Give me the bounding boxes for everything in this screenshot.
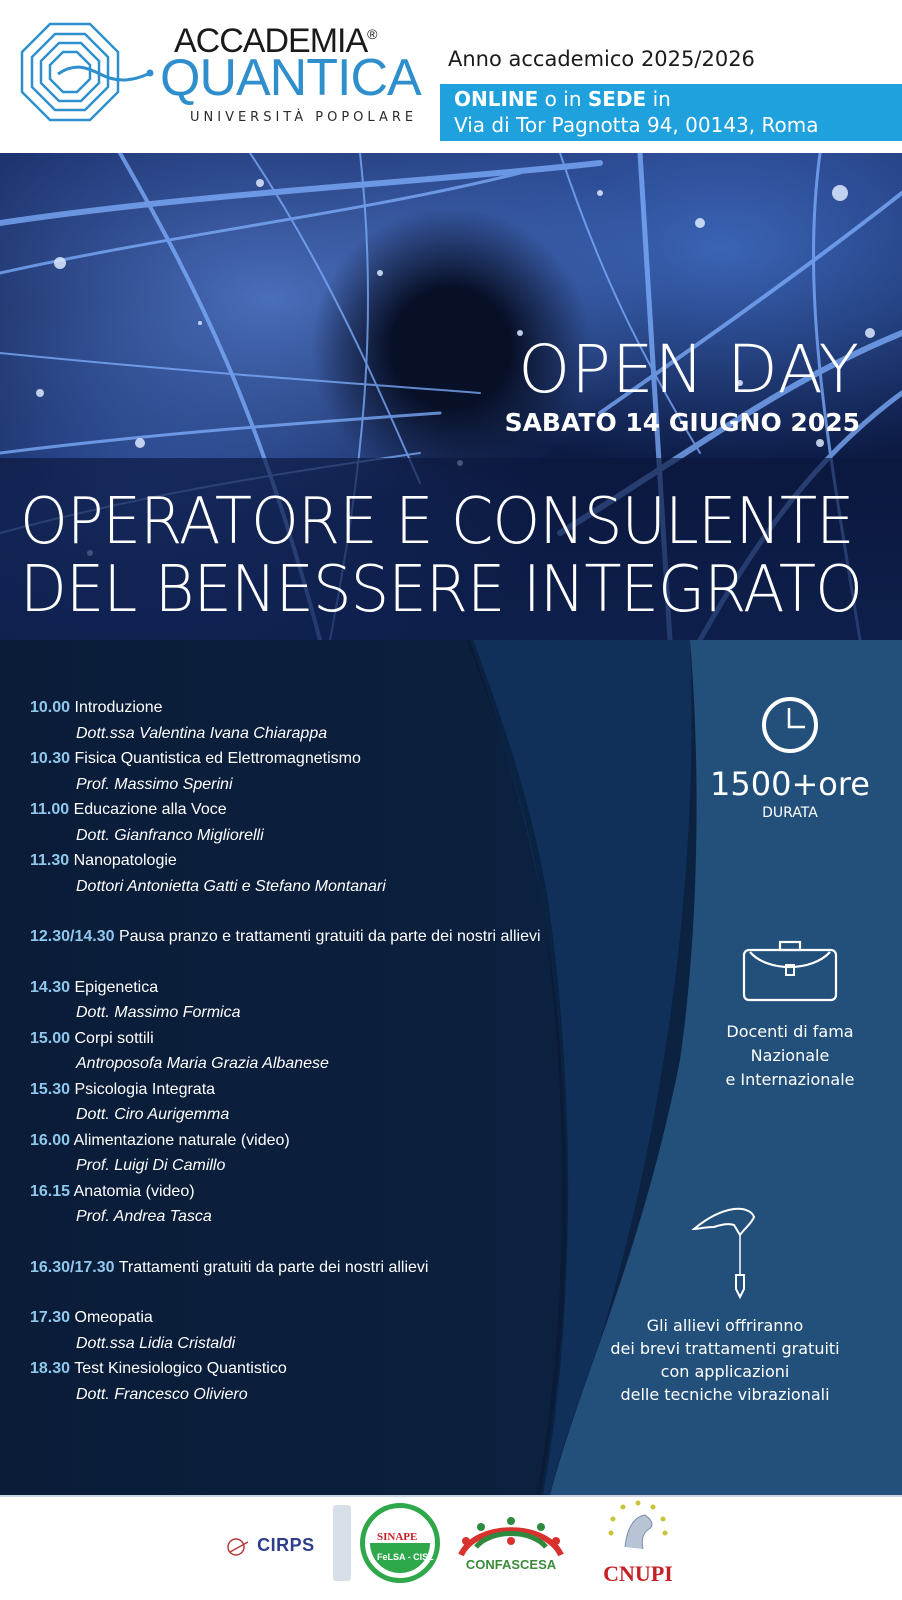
feature-treatments: Gli allievi offriranno dei brevi trattamenti gratuiti con applicazioni delle tecniche vibrazionali <box>600 1205 850 1406</box>
speaker: Dott. Massimo Formica <box>76 1004 241 1021</box>
schedule-break: 16.30/17.30 Trattamenti gratuiti da parte dei nostri allievi <box>30 1258 429 1276</box>
address: Via di Tor Pagnotta 94, 00143, Roma <box>454 113 819 137</box>
schedule-item: 17.30 Omeopatia <box>30 1309 153 1326</box>
svg-text:FeLSA - CISL: FeLSA - CISL <box>377 1552 434 1562</box>
schedule-item: 10.30 Fisica Quantistica ed Elettromagnetismo <box>30 750 361 767</box>
hero-banner <box>0 153 902 640</box>
svg-text:SINAPE: SINAPE <box>377 1531 418 1543</box>
logo-confascesa: CONFASCESA <box>456 1517 566 1577</box>
logo-cnupi: CNUPI <box>598 1499 678 1599</box>
speaker: Antroposofa Maria Grazia Albanese <box>76 1055 329 1072</box>
brand-subtitle: UNIVERSITÀ POPOLARE <box>190 110 418 125</box>
program-section <box>0 640 902 1495</box>
schedule-item: 11.00 Educazione alla Voce <box>30 801 227 818</box>
schedule-item: 15.30 Psicologia Integrata <box>30 1080 216 1098</box>
schedule-item: 16.15 Anatomia (video) <box>30 1182 195 1200</box>
briefcase-icon <box>742 940 838 1002</box>
course-title: OPERATORE E CONSULENTE DEL BENESSERE INTEGRATO <box>20 485 863 627</box>
schedule-break: 12.30/14.30 Pausa pranzo e trattamenti gratuiti da parte dei nostri allievi <box>30 928 541 945</box>
pendulum-hand-icon <box>690 1205 760 1300</box>
schedule-item: 18.30 Test Kinesiologico Quantistico <box>30 1360 287 1377</box>
speaker: Prof. Andrea Tasca <box>76 1208 212 1225</box>
confascesa-arch-icon <box>456 1517 566 1557</box>
speaker: Dott.ssa Lidia Cristaldi <box>76 1334 236 1352</box>
schedule-item: 10.00 Introduzione <box>30 699 163 716</box>
brand-name-top: ACCADEMIA® <box>174 22 377 60</box>
schedule-item: 11.30 Nanopatologie <box>30 852 177 869</box>
event-date: SABATO 14 GIUGNO 2025 <box>504 408 860 437</box>
speaker: Prof. Luigi Di Camillo <box>76 1157 226 1174</box>
speaker: Dott.ssa Valentina Ivana Chiarappa <box>76 724 328 742</box>
speaker: Prof. Massimo Sperini <box>76 775 233 793</box>
pegasus-stars-icon <box>603 1499 673 1557</box>
logo-sinape-felsa-cisl <box>360 1503 440 1583</box>
clock-icon <box>760 695 820 755</box>
feature-duration <box>700 695 880 821</box>
partner-logos <box>0 1495 902 1600</box>
speaker: Dott. Francesco Oliviero <box>76 1385 248 1403</box>
location-banner: ONLINE o in SEDE in Via di Tor Pagnotta 94, 00143, Roma <box>440 84 902 141</box>
duration-label: DURATA <box>762 805 818 821</box>
schedule-item: 15.00 Corpi sottili <box>30 1029 154 1047</box>
speaker: Dottori Antonietta Gatti e Stefano Montanari <box>76 877 386 895</box>
speaker: Dott. Ciro Aurigemma <box>76 1106 230 1123</box>
academic-year: Anno accademico 2025/2026 <box>448 47 755 71</box>
speaker: Dott. Gianfranco Migliorelli <box>76 826 264 844</box>
sinape-emblem-icon <box>365 1508 435 1578</box>
duration-value: 1500+ore <box>710 765 870 803</box>
event-title: OPEN DAY <box>518 331 860 408</box>
schedule-item: 14.30 Epigenetica <box>30 978 159 996</box>
octagon-spiral-logo-icon <box>20 22 155 122</box>
schedule-item: 16.00 Alimentazione naturale (video) <box>30 1131 290 1149</box>
logo-cirps: CIRPS <box>226 1535 315 1558</box>
brand-name-main: QUANTICA <box>160 49 421 107</box>
header <box>0 0 902 150</box>
cirps-emblem-icon <box>226 1536 252 1558</box>
feature-teachers: Docenti di fama Nazionale e Internazionale <box>690 940 890 1092</box>
logo-sinape-id <box>333 1505 351 1581</box>
schedule-list <box>30 695 541 1407</box>
